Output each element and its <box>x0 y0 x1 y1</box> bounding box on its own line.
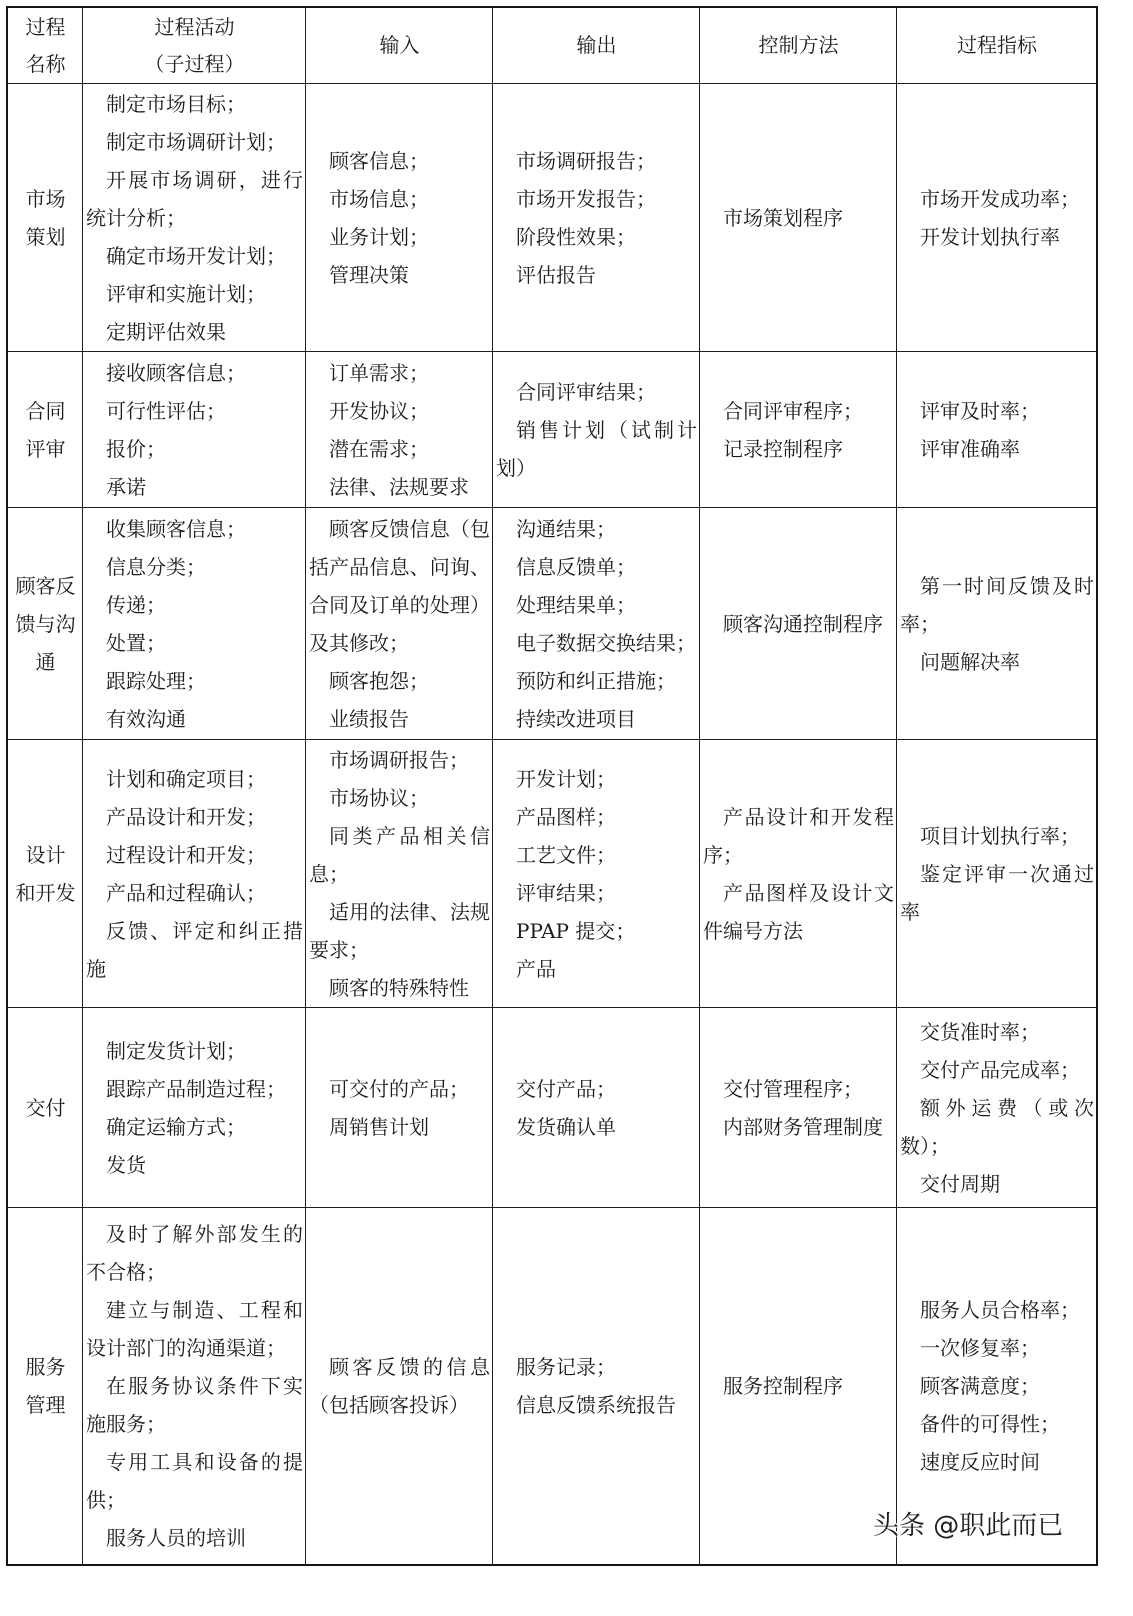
header-process-activity <box>83 8 306 84</box>
input-item: 周销售计划 <box>329 1114 429 1139</box>
controls-cell <box>700 352 897 508</box>
process-name-cell <box>8 1008 83 1208</box>
indicator-item: 速度反应时间 <box>920 1450 1040 1474</box>
indicator-item: 第一时间反馈及时率； <box>900 573 1094 636</box>
process-name-cell <box>8 84 83 352</box>
activity-item: 过程设计和开发； <box>106 842 266 867</box>
output-item: 产品 <box>516 956 556 981</box>
control-item: 服务控制程序 <box>723 1374 843 1398</box>
indicator-item: 备件的可得性； <box>920 1412 1060 1436</box>
indicator-item: 一次修复率； <box>920 1336 1040 1360</box>
input-item: 市场协议； <box>329 785 429 810</box>
output-item: 市场调研报告； <box>516 148 656 173</box>
activities-cell <box>83 1008 306 1208</box>
control-item: 产品设计和开发程序； <box>703 804 894 867</box>
output-item: 持续改进项目 <box>516 706 636 731</box>
indicators-cell <box>897 508 1096 740</box>
output-item: 发货确认单 <box>516 1114 616 1139</box>
input-item: 市场信息； <box>329 186 429 211</box>
input-item: 顾客抱怨； <box>329 668 429 693</box>
output-item: 信息反馈单； <box>516 554 636 579</box>
process-name: 顾客反 馈与沟 通 <box>15 573 76 674</box>
activity-item: 在服务协议条件下实施服务； <box>86 1374 303 1436</box>
control-item: 顾客沟通控制程序 <box>723 611 883 636</box>
control-item: 交付管理程序； <box>723 1076 863 1101</box>
input-item: 顾客反馈信息（包括产品信息、问询、合同及订单的处理）及其修改； <box>309 516 490 655</box>
activity-item: 信息分类； <box>106 554 206 579</box>
controls-cell <box>700 1008 897 1208</box>
output-item: 市场开发报告； <box>516 186 656 211</box>
input-item: 可交付的产品； <box>329 1076 469 1101</box>
activities-cell <box>83 740 306 1008</box>
outputs-cell <box>493 1208 700 1564</box>
header-control-method <box>700 8 897 84</box>
input-item: 业绩报告 <box>329 706 409 731</box>
activity-item: 制定发货计划； <box>106 1038 246 1063</box>
outputs-cell <box>493 740 700 1008</box>
input-item: 订单需求； <box>329 360 429 385</box>
inputs-cell <box>306 740 493 1008</box>
output-item: 处理结果单； <box>516 592 636 617</box>
output-item: 开发计划； <box>516 766 616 791</box>
activity-item: 处置； <box>106 630 166 655</box>
control-item: 产品图样及设计文件编号方法 <box>703 880 894 943</box>
process-name-cell <box>8 740 83 1008</box>
indicators-cell <box>897 740 1096 1008</box>
input-item: 潜在需求； <box>329 436 429 461</box>
input-item: 市场调研报告； <box>329 747 469 772</box>
header-label: 输入 <box>379 33 420 57</box>
activity-item: 确定运输方式； <box>106 1114 246 1139</box>
process-name-cell <box>8 352 83 508</box>
controls-cell <box>700 508 897 740</box>
process-name-cell <box>8 508 83 740</box>
input-item: 顾客的特殊特性 <box>329 975 469 1000</box>
activity-item: 确定市场开发计划； <box>106 243 286 268</box>
indicator-item: 项目计划执行率； <box>920 823 1080 848</box>
activity-item: 制定市场目标； <box>106 91 246 116</box>
output-item: 信息反馈系统报告 <box>516 1393 676 1417</box>
output-item: PPAP 提交； <box>516 918 636 943</box>
indicator-item: 服务人员合格率； <box>920 1298 1080 1322</box>
output-item: 合同评审结果； <box>516 379 656 404</box>
output-item: 销售计划（试制计划） <box>496 417 697 480</box>
activity-item: 专用工具和设备的提供； <box>86 1450 303 1512</box>
activity-item: 制定市场调研计划； <box>106 129 286 154</box>
input-item: 同类产品相关信息； <box>309 823 490 886</box>
output-item: 评估报告 <box>516 262 596 287</box>
indicator-item: 开发计划执行率 <box>920 224 1060 249</box>
input-item: 管理决策 <box>329 262 409 287</box>
activity-item: 开展市场调研，进行统计分析； <box>86 167 303 230</box>
activity-item: 产品和过程确认； <box>106 880 266 905</box>
indicators-cell <box>897 1008 1096 1208</box>
controls-cell <box>700 740 897 1008</box>
activities-cell <box>83 84 306 352</box>
outputs-cell <box>493 352 700 508</box>
activity-item: 收集顾客信息； <box>106 516 246 541</box>
inputs-cell <box>306 1008 493 1208</box>
activity-item: 发货 <box>106 1152 146 1177</box>
activity-item: 建立与制造、工程和设计部门的沟通渠道； <box>86 1298 303 1360</box>
controls-cell <box>700 1208 897 1564</box>
input-item: 业务计划； <box>329 224 429 249</box>
input-item: 法律、法规要求 <box>329 474 469 499</box>
control-item: 合同评审程序； <box>723 398 863 423</box>
indicator-item: 问题解决率 <box>920 649 1020 674</box>
inputs-cell <box>306 1208 493 1564</box>
process-name: 交付 <box>25 1095 66 1120</box>
process-name-cell <box>8 1208 83 1564</box>
activity-item: 反馈、评定和纠正措施 <box>86 918 303 981</box>
indicator-item: 鉴定评审一次通过率 <box>900 861 1094 924</box>
header-process-name <box>8 8 83 84</box>
process-name: 合同 评审 <box>25 398 66 461</box>
output-item: 交付产品； <box>516 1076 616 1101</box>
indicator-item: 交付产品完成率； <box>920 1057 1080 1082</box>
activity-item: 接收顾客信息； <box>106 360 246 385</box>
activities-cell <box>83 352 306 508</box>
output-item: 电子数据交换结果； <box>516 630 696 655</box>
activity-item: 报价； <box>106 436 166 461</box>
process-table <box>6 6 1098 1566</box>
process-name: 市场 策划 <box>25 186 66 249</box>
activity-item: 产品设计和开发； <box>106 804 266 829</box>
output-item: 沟通结果； <box>516 516 616 541</box>
watermark-text: 头条 @职此而已 <box>873 1511 1064 1541</box>
indicator-item: 交货准时率； <box>920 1019 1040 1044</box>
header-label: 过程活动 （子过程） <box>144 14 245 76</box>
output-item: 阶段性效果； <box>516 224 636 249</box>
control-item: 内部财务管理制度 <box>723 1114 883 1139</box>
header-label: 过程 名称 <box>25 14 66 76</box>
outputs-cell <box>493 508 700 740</box>
header-label: 控制方法 <box>758 33 839 57</box>
control-item: 市场策划程序 <box>723 205 843 230</box>
indicator-item: 评审准确率 <box>920 436 1020 461</box>
header-label: 输出 <box>576 33 617 57</box>
outputs-cell <box>493 1008 700 1208</box>
process-name: 服务 管理 <box>25 1355 66 1417</box>
indicator-item: 额外运费（或次数）； <box>900 1095 1094 1158</box>
activities-cell <box>83 1208 306 1564</box>
inputs-cell <box>306 84 493 352</box>
output-item: 工艺文件； <box>516 842 616 867</box>
activity-item: 跟踪产品制造过程； <box>106 1076 286 1101</box>
header-output <box>493 8 700 84</box>
header-input <box>306 8 493 84</box>
input-item: 开发协议； <box>329 398 429 423</box>
activity-item: 承诺 <box>106 474 146 499</box>
indicator-item: 交付周期 <box>920 1171 1000 1196</box>
activity-item: 评审和实施计划； <box>106 281 266 306</box>
indicators-cell <box>897 352 1096 508</box>
activity-item: 有效沟通 <box>106 706 186 731</box>
activity-item: 可行性评估； <box>106 398 226 423</box>
output-item: 产品图样； <box>516 804 616 829</box>
controls-cell <box>700 84 897 352</box>
output-item: 服务记录； <box>516 1355 616 1379</box>
header-process-indicator <box>897 8 1096 84</box>
indicator-item: 评审及时率； <box>920 398 1040 423</box>
header-label: 过程指标 <box>957 33 1037 57</box>
control-item: 记录控制程序 <box>723 436 843 461</box>
activities-cell <box>83 508 306 740</box>
inputs-cell <box>306 352 493 508</box>
activity-item: 服务人员的培训 <box>106 1526 246 1550</box>
activity-item: 及时了解外部发生的不合格； <box>86 1222 303 1284</box>
indicator-item: 顾客满意度； <box>920 1374 1040 1398</box>
input-item: 顾客反馈的信息（包括顾客投诉） <box>309 1355 490 1417</box>
indicators-cell <box>897 84 1096 352</box>
activity-item: 传递； <box>106 592 166 617</box>
input-item: 顾客信息； <box>329 148 429 173</box>
outputs-cell <box>493 84 700 352</box>
activity-item: 计划和确定项目； <box>106 766 266 791</box>
activity-item: 定期评估效果 <box>106 319 226 344</box>
output-item: 预防和纠正措施； <box>516 668 676 693</box>
indicator-item: 市场开发成功率； <box>920 186 1080 211</box>
process-name: 设计 和开发 <box>15 842 76 905</box>
input-item: 适用的法律、法规要求； <box>309 899 490 962</box>
activity-item: 跟踪处理； <box>106 668 206 693</box>
inputs-cell <box>306 508 493 740</box>
output-item: 评审结果； <box>516 880 616 905</box>
